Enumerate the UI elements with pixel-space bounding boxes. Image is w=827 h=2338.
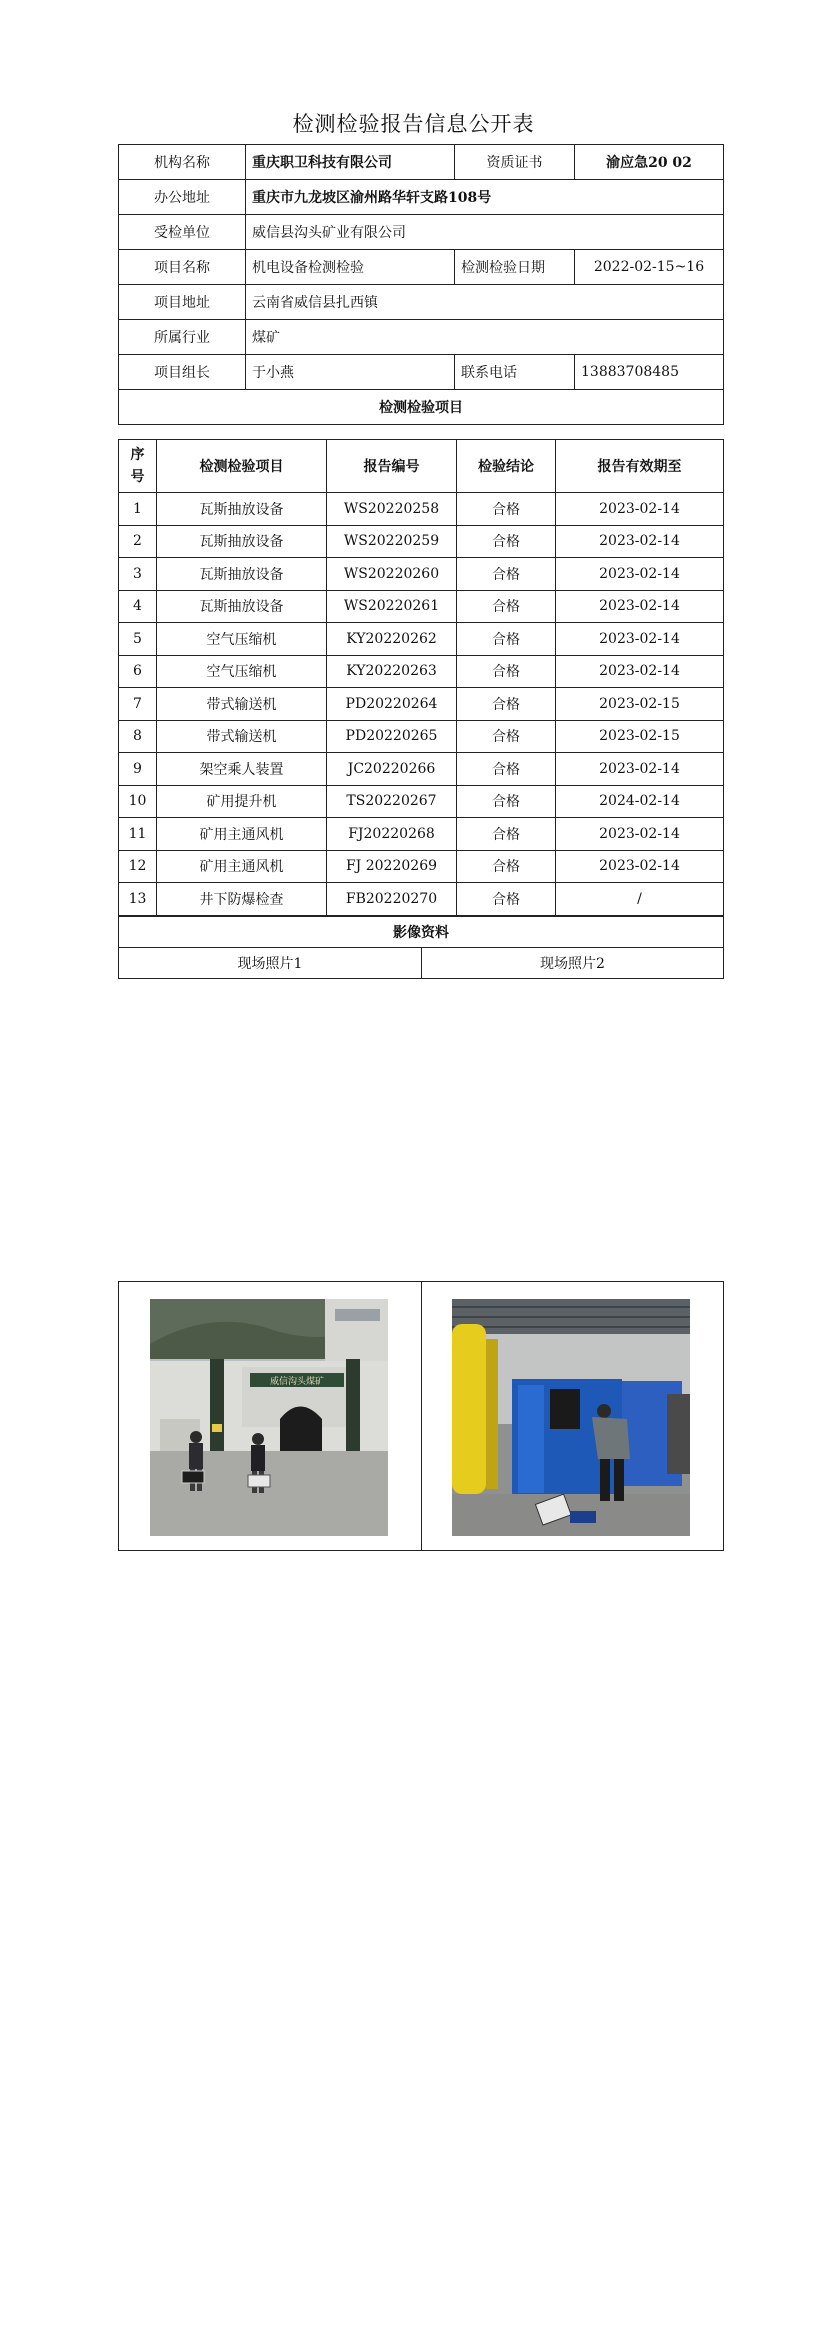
cell-valid: 2023-02-14 — [556, 818, 724, 851]
cell-result: 合格 — [457, 590, 556, 623]
leader-label: 项目组长 — [119, 355, 246, 390]
cell-code: KY20220263 — [327, 655, 457, 688]
date-label: 检测检验日期 — [455, 250, 575, 285]
cell-item: 矿用提升机 — [157, 785, 327, 818]
loc-label: 项目地址 — [119, 285, 246, 320]
proj-label: 项目名称 — [119, 250, 246, 285]
cell-no: 2 — [119, 525, 157, 558]
site-photo-1 — [150, 1299, 388, 1536]
cell-no: 9 — [119, 753, 157, 786]
cell-code: PD20220265 — [327, 720, 457, 753]
cell-code: FB20220270 — [327, 883, 457, 916]
cell-code: TS20220267 — [327, 785, 457, 818]
cell-item: 井下防爆检查 — [157, 883, 327, 916]
header-no: 序号 — [119, 440, 157, 493]
table-row — [119, 655, 724, 688]
cell-item: 矿用主通风机 — [157, 818, 327, 851]
leader-value: 于小燕 — [246, 355, 455, 390]
cell-valid: 2023-02-14 — [556, 655, 724, 688]
cell-valid: 2023-02-14 — [556, 623, 724, 656]
header-result: 检验结论 — [457, 440, 556, 493]
table-row — [119, 883, 724, 916]
cell-code: WS20220259 — [327, 525, 457, 558]
cell-item: 带式输送机 — [157, 688, 327, 721]
cell-code: WS20220261 — [327, 590, 457, 623]
table-row — [119, 623, 724, 656]
items-section-title: 检测检验项目 — [119, 390, 724, 425]
table-row — [119, 818, 724, 851]
cell-item: 瓦斯抽放设备 — [157, 493, 327, 526]
addr-value: 重庆市九龙坡区渝州路华轩支路108号 — [246, 180, 724, 215]
cell-no: 12 — [119, 850, 157, 883]
cell-no: 4 — [119, 590, 157, 623]
industry-value: 煤矿 — [246, 320, 724, 355]
unit-value: 威信县沟头矿业有限公司 — [246, 215, 724, 250]
cell-no: 7 — [119, 688, 157, 721]
table-row — [119, 720, 724, 753]
cell-code: FJ20220268 — [327, 818, 457, 851]
table-row — [119, 785, 724, 818]
cell-item: 带式输送机 — [157, 720, 327, 753]
org-label: 机构名称 — [119, 145, 246, 180]
cell-result: 合格 — [457, 688, 556, 721]
cell-result: 合格 — [457, 493, 556, 526]
cell-code: WS20220258 — [327, 493, 457, 526]
cell-valid: 2023-02-15 — [556, 720, 724, 753]
cell-valid: 2024-02-14 — [556, 785, 724, 818]
date-value: 2022-02-15~16 — [575, 250, 724, 285]
cell-code: JC20220266 — [327, 753, 457, 786]
cell-no: 3 — [119, 558, 157, 591]
unit-label: 受检单位 — [119, 215, 246, 250]
cell-valid: 2023-02-14 — [556, 493, 724, 526]
cell-result: 合格 — [457, 655, 556, 688]
cell-item: 瓦斯抽放设备 — [157, 525, 327, 558]
cell-valid: 2023-02-15 — [556, 688, 724, 721]
header-item: 检测检验项目 — [157, 440, 327, 493]
cell-result: 合格 — [457, 623, 556, 656]
cell-no: 8 — [119, 720, 157, 753]
cell-code: PD20220264 — [327, 688, 457, 721]
phone-label: 联系电话 — [455, 355, 575, 390]
cert-label: 资质证书 — [455, 145, 575, 180]
cell-item: 空气压缩机 — [157, 655, 327, 688]
cell-valid: 2023-02-14 — [556, 753, 724, 786]
table-row — [119, 688, 724, 721]
table-row — [119, 753, 724, 786]
cell-result: 合格 — [457, 883, 556, 916]
cell-result: 合格 — [457, 850, 556, 883]
addr-label: 办公地址 — [119, 180, 246, 215]
cell-valid: 2023-02-14 — [556, 850, 724, 883]
table-row — [119, 590, 724, 623]
cell-item: 矿用主通风机 — [157, 850, 327, 883]
header-valid: 报告有效期至 — [556, 440, 724, 493]
cell-valid: 2023-02-14 — [556, 558, 724, 591]
cell-code: WS20220260 — [327, 558, 457, 591]
cell-result: 合格 — [457, 720, 556, 753]
cell-valid: 2023-02-14 — [556, 590, 724, 623]
photo1-label: 现场照片1 — [119, 948, 422, 979]
cell-code: FJ 20220269 — [327, 850, 457, 883]
org-value: 重庆职卫科技有限公司 — [246, 145, 455, 180]
cell-item: 空气压缩机 — [157, 623, 327, 656]
cell-item: 瓦斯抽放设备 — [157, 558, 327, 591]
cell-result: 合格 — [457, 558, 556, 591]
cell-result: 合格 — [457, 785, 556, 818]
loc-value: 云南省威信县扎西镇 — [246, 285, 724, 320]
cell-code: KY20220262 — [327, 623, 457, 656]
cell-valid: / — [556, 883, 724, 916]
page-title: 检测检验报告信息公开表 — [292, 112, 535, 136]
cell-no: 5 — [119, 623, 157, 656]
proj-value: 机电设备检测检验 — [246, 250, 455, 285]
photo-divider — [421, 1282, 422, 1550]
table-row — [119, 558, 724, 591]
cell-valid: 2023-02-14 — [556, 525, 724, 558]
items-table — [118, 439, 724, 916]
items-header-row — [119, 440, 724, 493]
photo-frame — [118, 1281, 724, 1551]
cell-item: 架空乘人装置 — [157, 753, 327, 786]
site-photo-2 — [452, 1299, 690, 1536]
industry-label: 所属行业 — [119, 320, 246, 355]
photo2-label: 现场照片2 — [422, 948, 724, 979]
table-row — [119, 493, 724, 526]
cell-result: 合格 — [457, 753, 556, 786]
mine-sign-text: 威信沟头煤矿 — [269, 1377, 325, 1387]
header-code: 报告编号 — [327, 440, 457, 493]
image-section-title: 影像资料 — [119, 917, 724, 948]
cell-item: 瓦斯抽放设备 — [157, 590, 327, 623]
cell-no: 13 — [119, 883, 157, 916]
cell-no: 10 — [119, 785, 157, 818]
cell-result: 合格 — [457, 525, 556, 558]
cert-value: 渝应急20 02 — [575, 145, 724, 180]
table-row — [119, 850, 724, 883]
cell-no: 1 — [119, 493, 157, 526]
cell-no: 11 — [119, 818, 157, 851]
phone-value: 13883708485 — [575, 355, 724, 390]
cell-no: 6 — [119, 655, 157, 688]
info-table — [118, 144, 724, 425]
cell-result: 合格 — [457, 818, 556, 851]
image-section-table — [118, 916, 724, 979]
table-row — [119, 525, 724, 558]
